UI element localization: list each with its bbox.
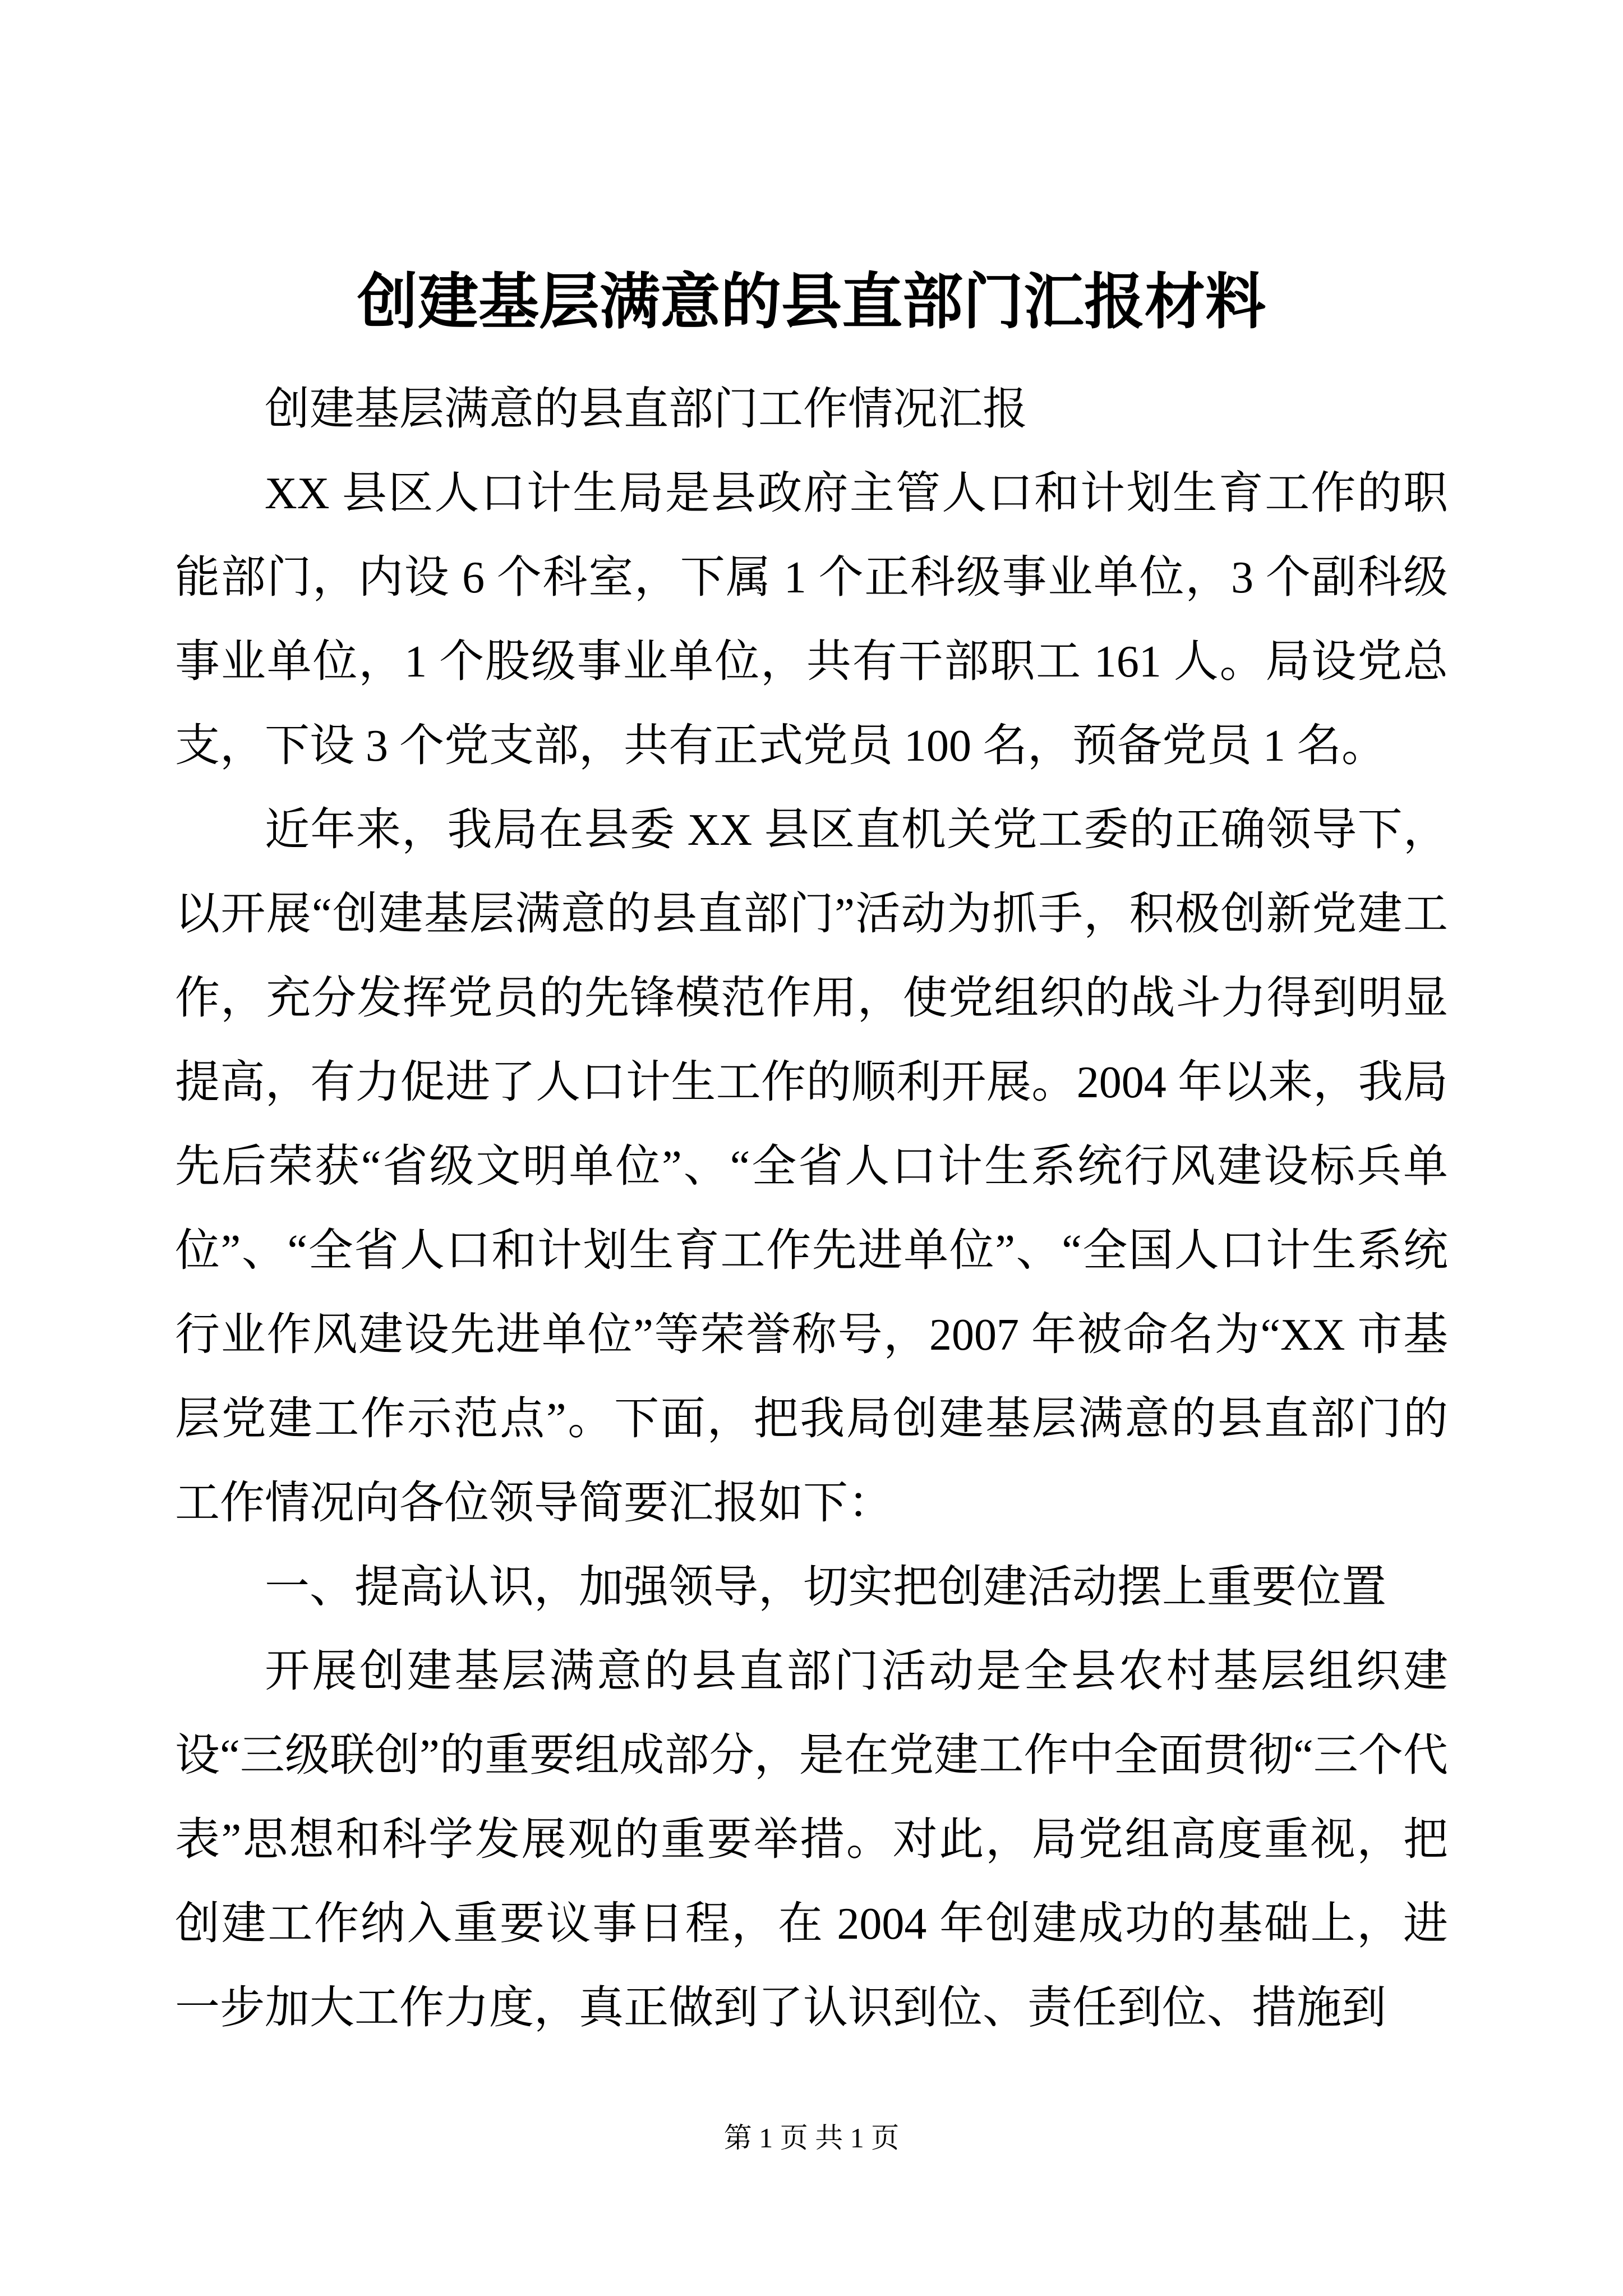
document-content xyxy=(175,0,1448,2050)
intro-paragraph: XX 县区人口计生局是县政府主管人口和计划生育工作的职能部门，内设 6 个科室，下属 1 个正科级事业单位，3 个副科级事业单位，1 个股级事业单位，共有干部职工 161 人。局设党总支，下设 3 个党支部，共有正式党员 100 名，预备党员 1 名。 xyxy=(175,469,1448,771)
subtitle-paragraph: 创建基层满意的县直部门工作情况汇报 xyxy=(265,385,1027,434)
document-title: 创建基层满意的县直部门汇报材料 xyxy=(357,269,1266,336)
section-one-heading: 一、提高认识，加强领导，切实把创建活动摆上重要位置 xyxy=(265,1563,1386,1612)
page-number-footer: 第 1 页 共 1 页 xyxy=(723,2122,900,2154)
achievements-paragraph: 近年来，我局在县委 XX 县区直机关党工委的正确领导下，以开展“创建基层满意的县直部门”活动为抓手，积极创新党建工作，充分发挥党员的先锋模范作用，使党组织的战斗力得到明显提高，有力促进了人口计生工作的顺利开展。2004 年以来，我局先后荣获“省级文明单位”、“全省人口计生系统行风建设标兵单位”、“全省人口和计划生育工作先进单位”、“全国人口计生系统行业作风建设先进单位”等荣誉称号，2007 年被命名为“XX 市基层党建工作示范点”。下面，把我局创建基层满意的县直部门的工作情况向各位领导简要汇报如下： xyxy=(175,806,1448,1528)
section-one-body-paragraph: 开展创建基层满意的县直部门活动是全县农村基层组织建设“三级联创”的重要组成部分，是在党建工作中全面贯彻“三个代表”思想和科学发展观的重要举措。对此，局党组高度重视，把创建工作纳入重要议事日程，在 2004 年创建成功的基础上，进一步加大工作力度，真正做到了认识到位、责任到位、措施到 xyxy=(175,1647,1448,2033)
